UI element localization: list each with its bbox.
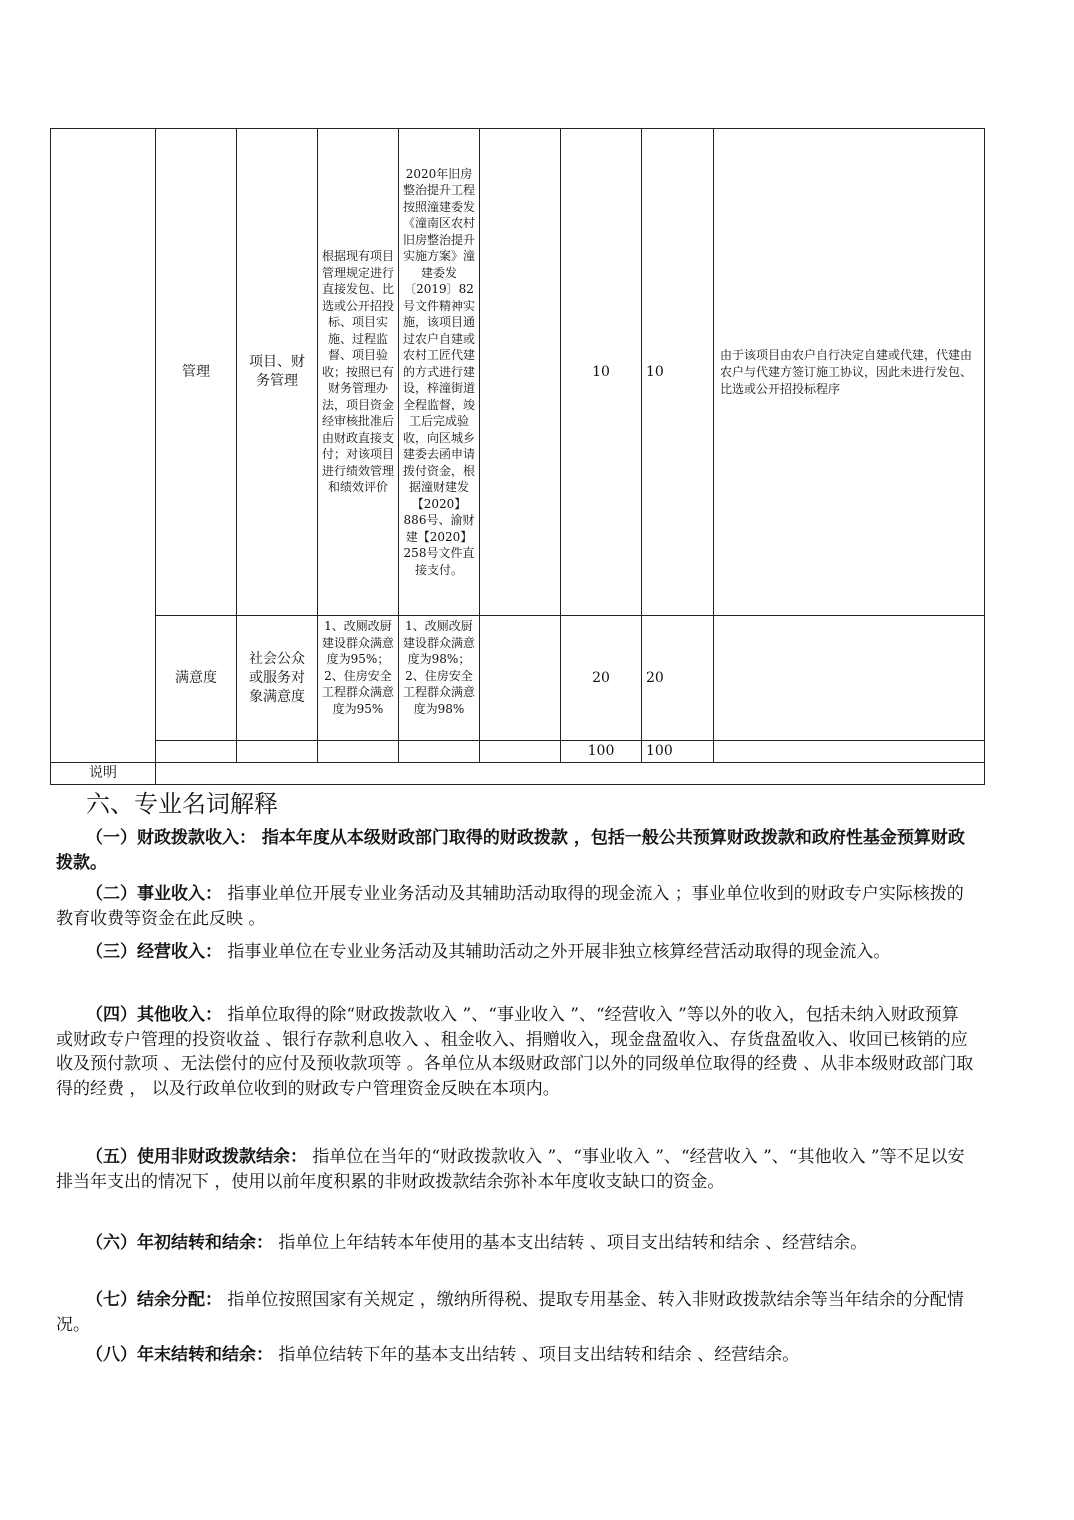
table-cell-target-value: 根据现有项目管理规定进行直接发包、比选或公开招投标、项目实施、过程监督、项目验收；按照已有财务管理办法，项目资金经审核批准后由财政直接支付；对该项目进行绩效管理和绩效评价 (318, 129, 399, 616)
term-text: 指事业单位在专业业务活动及其辅助活动之外开展非独立核算经营活动取得的现金流入。 (227, 942, 891, 962)
term-paragraph-2 (56, 882, 974, 931)
table-cell-empty (480, 129, 561, 616)
table-cell-description-content (156, 763, 985, 785)
term-label: （八）年末结转和结余： (86, 1345, 273, 1365)
term-paragraph-5 (56, 1145, 974, 1194)
table-cell-score: 10 (642, 129, 714, 616)
term-text: 指单位按照国家有关规定 ，缴纳所得税、提取专用基金、转入非财政拨款结余等当年结余的分配情况。 (56, 1290, 964, 1335)
table-cell-deviation-note: 由于该项目由农户自行决定自建或代建，代建由农户与代建方签订施工协议，因此未进行发包、比选或公开招投标程序 (714, 129, 985, 616)
term-text: 指单位取得的除“财政拨款收入 ”、“事业收入 ”、“经营收入 ”等以外的收入，包括未纳入财政预算或财政专户管理的投资收益 、银行存款利息收入 、租金收入、捐赠收入，现金盘盈收入、存货盘盈收入、收回已核销的应收及预付款项 、无法偿付的应付及预收款项等 。各单位从本级财政部门以外的同级单位取得的经费 、从非本级财政部门取得的经费 ， 以及行政单位收到的财政专户管理资金反映在本项内。 (56, 1005, 974, 1099)
term-label: （五）使用非财政拨款结余： (86, 1147, 307, 1167)
table-cell-total-weight: 100 (561, 741, 642, 763)
table-cell-empty (318, 741, 399, 763)
term-text: 指单位上年结转本年使用的基本支出结转 、项目支出结转和结余 、经营结余。 (278, 1233, 868, 1253)
table-row-satisfaction (51, 616, 985, 741)
table-row-total (51, 741, 985, 763)
table-row-description (51, 763, 985, 785)
term-label: （七）结余分配： (86, 1290, 222, 1310)
table-cell-secondary-indicator: 满意度 (156, 616, 237, 741)
term-paragraph-8 (56, 1343, 974, 1368)
term-label: （一）财政拨款收入： (86, 828, 256, 848)
table-cell-first-level (51, 129, 156, 763)
table-cell-score: 20 (642, 616, 714, 741)
term-text: 指本年度从本级财政部门取得的财政拨款 ，包括一般公共预算财政拨款和政府性基金预算财政拨款。 (56, 828, 965, 873)
table-cell-score-weight: 10 (561, 129, 642, 616)
table-cell-empty (156, 741, 237, 763)
term-paragraph-3 (56, 940, 974, 965)
term-text: 指单位在当年的“财政拨款收入 ”、“事业收入 ”、“经营收入 ”、“其他收入 ”等不足以安排当年支出的情况下 ，使用以前年度积累的非财政拨款结余弥补本年度收支缺口的资金。 (56, 1147, 965, 1192)
term-text: 指单位结转下年的基本支出结转 、项目支出结转和结余 、经营结余。 (278, 1345, 800, 1365)
term-label: （六）年初结转和结余： (86, 1233, 273, 1253)
table-cell-empty (714, 741, 985, 763)
table-cell-empty (237, 741, 318, 763)
term-label: （二）事业收入： (86, 884, 222, 904)
table-cell-description-label: 说明 (51, 763, 156, 785)
table-cell-total-score: 100 (642, 741, 714, 763)
term-paragraph-4 (56, 1003, 974, 1101)
table-cell-tertiary-indicator: 社会公众或服务对象满意度 (237, 616, 318, 741)
table-cell-empty (714, 616, 985, 741)
table-cell-tertiary-indicator: 项目、财务管理 (237, 129, 318, 616)
term-paragraph-7 (56, 1288, 974, 1337)
term-label: （四）其他收入： (86, 1005, 222, 1025)
table-cell-actual-value: 2020年旧房整治提升工程按照潼建委发《潼南区农村旧房整治提升实施方案》潼建委发〔2019〕82号文件精神实施，该项目通过农户自建或农村工匠代建的方式进行建设，梓潼街道全程监督，竣工后完成验收，向区城乡建委去函申请拨付资金，根据潼财建发【2020】886号、渝财建【2020】258号文件直接支付。 (399, 129, 480, 616)
table-row-management (51, 129, 985, 616)
table-cell-score-weight: 20 (561, 616, 642, 741)
term-text: 指事业单位开展专业业务活动及其辅助活动取得的现金流入 ；事业单位收到的财政专户实际核拨的教育收费等资金在此反映 。 (56, 884, 964, 929)
term-label: （三）经营收入： (86, 942, 222, 962)
term-paragraph-6 (56, 1231, 974, 1256)
table-cell-target-value: 1、改厕改厨建设群众满意度为95%；2、住房安全工程群众满意度为95% (318, 616, 399, 741)
table-cell-empty (399, 741, 480, 763)
table-cell-empty (480, 741, 561, 763)
term-paragraph-1 (56, 826, 974, 875)
section-title: 六、专业名词解释 (86, 790, 278, 818)
table-cell-secondary-indicator: 管理 (156, 129, 237, 616)
table-cell-empty (480, 616, 561, 741)
table-cell-actual-value: 1、改厕改厨建设群众满意度为98%；2、住房安全工程群众满意度为98% (399, 616, 480, 741)
performance-table (50, 128, 985, 785)
